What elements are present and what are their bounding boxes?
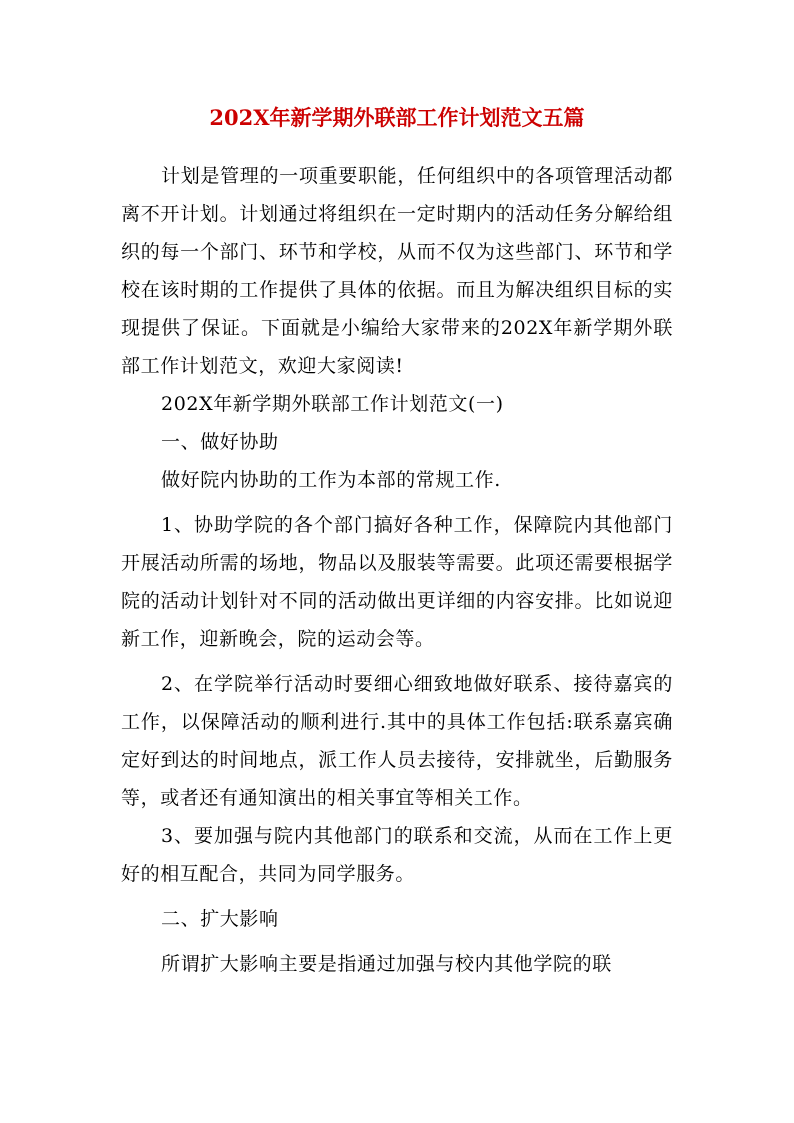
expand-influence-paragraph: 所谓扩大影响主要是指通过加强与校内其他学院的联 xyxy=(161,953,612,975)
item-3-paragraph: 3、要加强与院内其他部门的联系和交流，从而在工作上更好的相互配合，共同为同学服务。 xyxy=(121,825,673,885)
intro-paragraph: 计划是管理的一项重要职能，任何组织中的各项管理活动都离不开计划。计划通过将组织在一定时期内的活动任务分解给组织的每一个部门、环节和学校，从而不仅为这些部门、环节和学校在该时期的工作提供了具体的依据。而且为解决组织目标的实现提供了保证。下面就是小编给大家带来的202X年新学期外联部工作计划范文，欢迎大家阅读! xyxy=(121,165,673,377)
heading-expand-influence: 二、扩大影响 xyxy=(161,908,279,930)
section-heading-plan-one: 202X年新学期外联部工作计划范文(一) xyxy=(161,393,504,415)
item-2-paragraph: 2、在学院举行活动时要细心细致地做好联系、接待嘉宾的工作，以保障活动的顺利进行.其中的具体工作包括:联系嘉宾确定好到达的时间地点，派工作人员去接待，安排就坐，后勤服务等，或者还有通知演出的相关事宜等相关工作。 xyxy=(121,673,673,809)
document-title: 202X年新学期外联部工作计划范文五篇 xyxy=(209,105,585,130)
heading-assistance: 一、做好协助 xyxy=(161,431,279,453)
item-1-paragraph: 1、协助学院的各个部门搞好各种工作，保障院内其他部门开展活动所需的场地，物品以及服装等需要。此项还需要根据学院的活动计划针对不同的活动做出更详细的内容安排。比如说迎新工作，迎新晚会，院的运动会等。 xyxy=(121,514,673,650)
document-body xyxy=(121,157,673,983)
assistance-paragraph: 做好院内协助的工作为本部的常规工作. xyxy=(161,469,501,491)
